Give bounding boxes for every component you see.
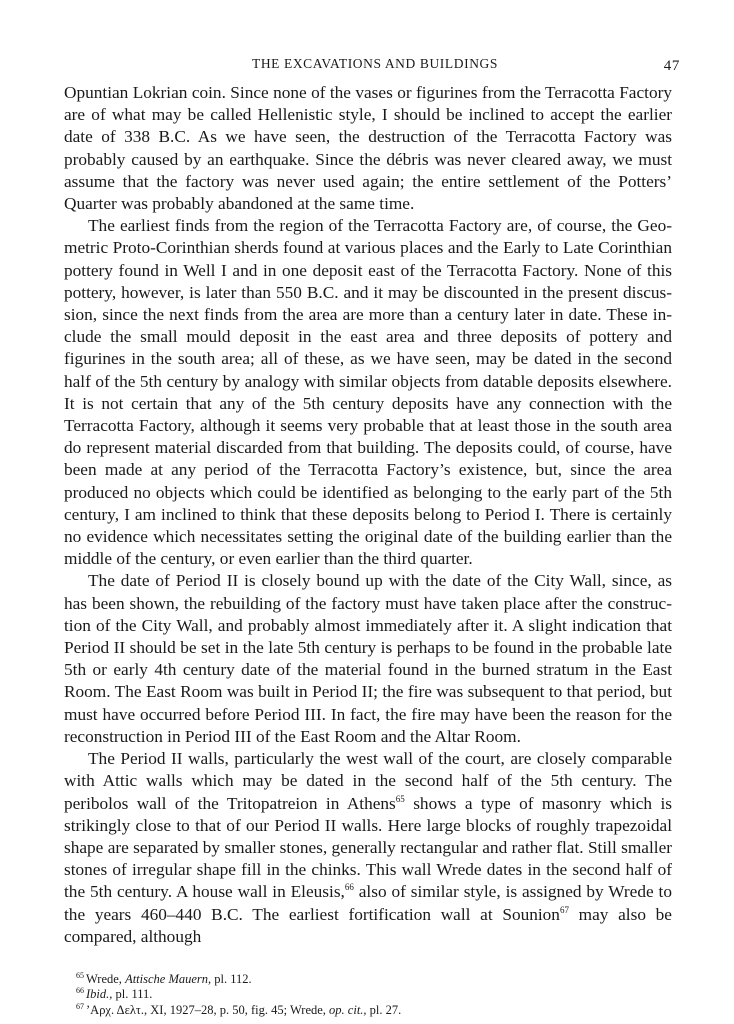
footnote-rest: pl. 112. — [211, 971, 252, 986]
footnote-rest: pl. 27. — [366, 1002, 402, 1017]
footnote-author: ’Αρχ. Δελτ., XI, 1927–28, p. 50, fig. 45; Wrede, — [86, 1002, 330, 1017]
footnote-67 — [76, 1003, 672, 1019]
footnote-65 — [76, 972, 672, 988]
footnote-number: 66 — [76, 986, 84, 996]
footnote-rest: pl. 111. — [112, 987, 153, 1002]
running-header — [64, 56, 680, 82]
footnote-number: 65 — [76, 970, 84, 980]
document-page — [64, 56, 680, 1018]
paragraph-4 — [64, 748, 672, 948]
footnotes — [64, 972, 672, 1019]
page-number: 47 — [663, 58, 680, 74]
footnote-title: Attische Mauern, — [125, 971, 212, 986]
running-title: THE EXCAVATIONS AND BUILDINGS — [251, 56, 499, 71]
footnote-title: Ibid., — [86, 987, 113, 1002]
paragraph-1: Opuntian Lokrian coin. Since none of the vases or figurines from the Terracotta Factory are of what may be called Hellenistic style, I should be inclined to accept the earlier date of 338 B.C. As we have seen, the destruction of the Terracotta Factory was probably caused by an earthquake. Since the débris was never cleared away, we must assume that the factory was never used again; the entire settlement of the Potters’ Quarter was probably abandoned at the same time. — [64, 83, 672, 214]
body-text — [64, 82, 672, 948]
footnote-ref-66[interactable]: 66 — [344, 882, 354, 893]
paragraph-4-part-1: The Period II walls, particularly the west wall of the court, are closely comparable with Attic walls which may be dated in the second half of the 5th century. The peribolos wall of the Tritopatreion in Athens — [64, 749, 672, 813]
paragraph-4-part-4: may also be compared, although — [64, 904, 672, 946]
footnote-66 — [76, 987, 672, 1003]
paragraph-3: The date of Period II is closely bound up with the date of the City Wall, since, as has been shown, the rebuilding of the factory must have taken place after the construction of the City Wall, and probably almost immediately after it. A slight indication that Period II should be set in the late 5th century is perhaps to be found in the probable late 5th or early 4th century date of the material found in the burned stratum in the East Room. The East Room was built in Period II; the fire was subsequent to that period, but must have occurred before Period III. In fact, the fire may have been the reason for the reconstruction in Period III of the East Room and the Altar Room. — [64, 571, 672, 746]
footnote-ref-65[interactable]: 65 — [395, 793, 405, 804]
paragraph-2: The earliest finds from the region of the Terracotta Factory are, of course, the Geometric Proto-Corinthian sherds found at various places and the Early to Late Corinthian pottery found in Well I and in one deposit east of the Terracotta Factory. None of this pottery, however, is later than 550 B.C. and it may be discounted in the present discussion, since the next finds from the area are more than a century later in date. These include the small mould deposit in the east area and three deposits of pottery and figurines in the south area; all of these, as we have seen, may be dated in the second half of the 5th century by analogy with similar objects from datable deposits elsewhere. It is not certain that any of the 5th century deposits have any connection with the Terracotta Factory, although it seems very probable that at least those in the south area do represent material discarded from that building. The deposits could, of course, have been made at any period of the Terracotta Factory’s existence, but, since the area produced no objects which could be identified as belonging to the early part of the 5th century, I am inclined to think that these deposits belong to Period I. There is certainly no evidence which necessitates setting the original date of the building earlier than the middle of the century, or even earlier than the third quarter. — [64, 216, 672, 569]
footnote-ref-67[interactable]: 67 — [559, 904, 569, 915]
footnote-number: 67 — [76, 1001, 84, 1011]
paragraph-4-part-3: also of similar style, is assigned by Wrede to the years 460–440 B.C. The earliest fortification wall at Sounion — [64, 882, 672, 924]
paragraph-4-part-2: shows a type of masonry which is strikingly close to that of our Period II walls. Here large blocks of roughly trapezoidal shape are separated by smaller stones, generally rectangular and rather flat. Still smaller stones of irregular shape fill in the chinks. This wall Wrede dates in the second half of the 5th century. A house wall in Eleusis, — [64, 793, 672, 902]
footnote-author: Wrede, — [86, 971, 126, 986]
footnote-title: op. cit., — [329, 1002, 367, 1017]
